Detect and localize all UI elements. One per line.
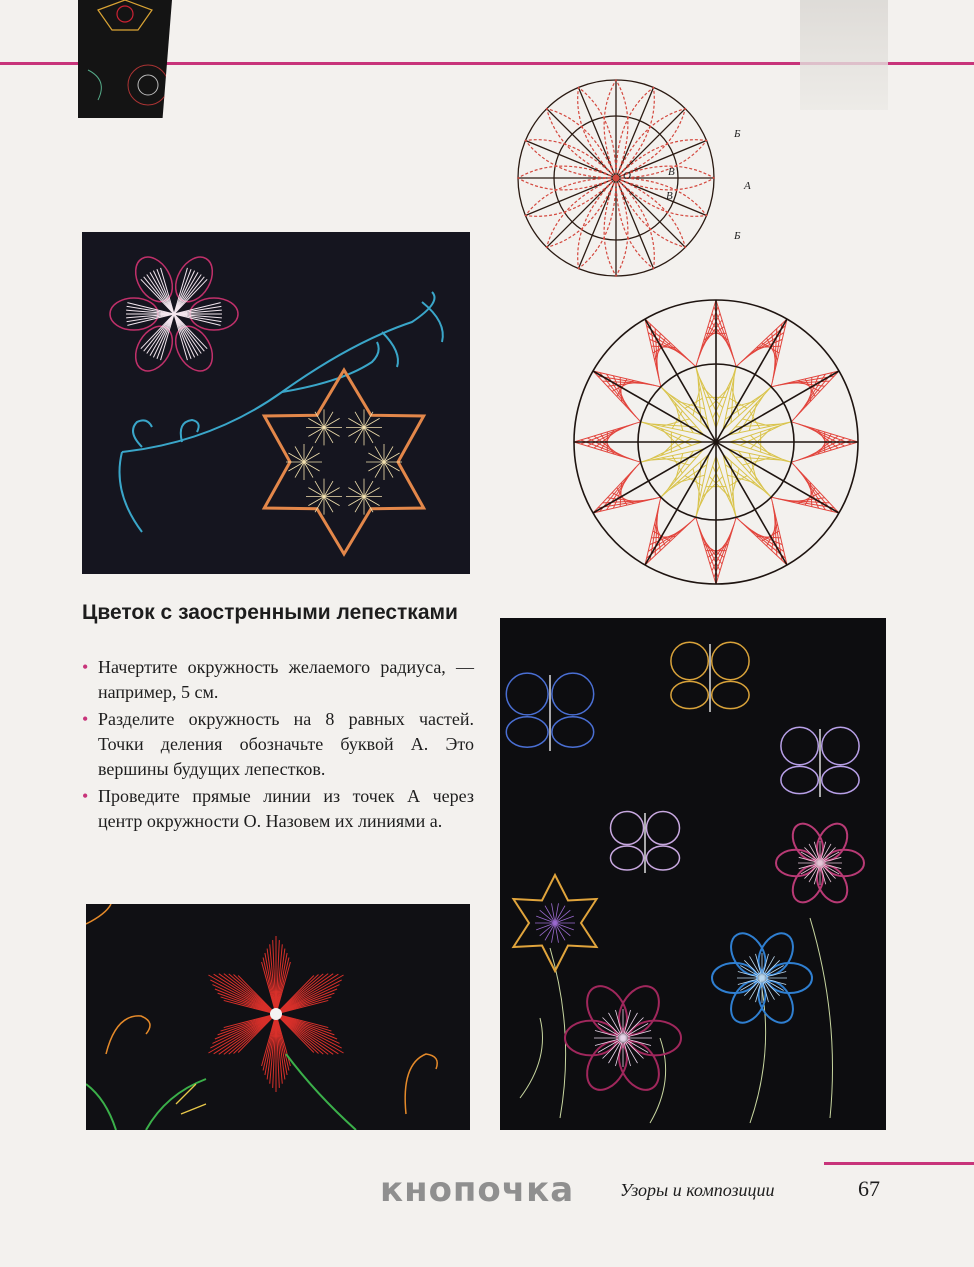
label-v-lower: В xyxy=(666,190,673,202)
diagram-division-circle xyxy=(498,78,778,310)
photo-red-flower xyxy=(86,904,470,1130)
footer-accent-line xyxy=(824,1162,974,1165)
section-heading: Цветок с заостренными лепестками xyxy=(82,601,458,624)
footer-section-title: Узоры и композиции xyxy=(620,1180,775,1200)
instruction-step: • Начертите окружность желаемого радиуса, — например, 5 см. xyxy=(82,655,474,705)
photo-flower-and-star xyxy=(82,232,470,574)
instruction-step: • Разделите окружность на 8 равных частей. Точки деления обозначьте буквой А. Это вершины будущих лепестков. xyxy=(82,707,474,782)
label-center-o: O xyxy=(623,170,631,182)
photo-butterflies-flowers xyxy=(500,618,886,1130)
diagram-pointed-petals xyxy=(566,292,866,592)
label-v-upper: В xyxy=(668,166,675,178)
label-a: A xyxy=(744,180,751,192)
publisher-logo: кнопочка xyxy=(380,1170,575,1210)
instruction-list xyxy=(82,655,474,836)
page-edge-shadow xyxy=(800,0,888,110)
label-b-bottom: Б xyxy=(734,230,741,242)
label-b-top: Б xyxy=(734,128,741,140)
page-number: 67 xyxy=(858,1176,880,1201)
instruction-step: • Проведите прямые линии из точек А через центр окружности О. Назовем их линиями а. xyxy=(82,784,474,834)
corner-photo-strip xyxy=(78,0,172,118)
